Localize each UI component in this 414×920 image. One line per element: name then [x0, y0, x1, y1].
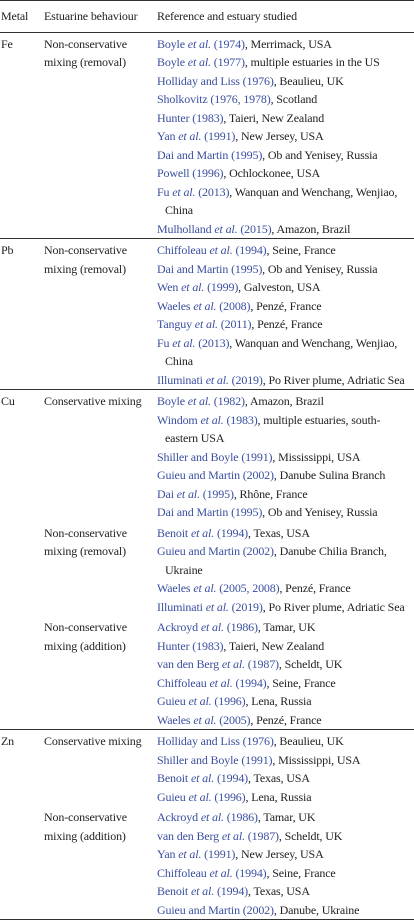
citation-authors: Chiffoleau — [157, 675, 207, 690]
estuary-studied: , New Jersey, USA — [235, 847, 324, 861]
estuary-studied: , Galveston, USA — [238, 280, 321, 294]
table-body — [0, 32, 414, 920]
citation-link[interactable] — [157, 810, 258, 824]
reference-item — [157, 503, 412, 522]
citation-etal: et al. — [200, 620, 224, 634]
citation-authors: Hunter — [157, 638, 190, 653]
reference-item — [157, 674, 412, 693]
citation-etal: et al. — [205, 599, 229, 614]
citation-year: (1994) — [216, 884, 249, 898]
citation-authors: van den Berg — [157, 828, 219, 843]
estuary-studied: , Danube, Ukraine — [273, 902, 360, 917]
reference-item — [157, 598, 412, 617]
reference-item — [157, 808, 412, 827]
estuary-studied: , Scheldt, UK — [278, 828, 343, 843]
citation-link[interactable] — [157, 676, 267, 690]
citation-year: (1976) — [242, 73, 274, 88]
reference-item — [157, 220, 412, 239]
citation-year: (1987) — [247, 828, 279, 843]
citation-authors: Tanguy — [157, 317, 192, 331]
citation-authors: Yan — [157, 847, 176, 861]
estuary-studied: , Po River plume, Adriatic Sea — [262, 372, 405, 387]
reference-item — [157, 864, 412, 883]
citation-etal: et al. — [193, 581, 217, 595]
estuary-studied: , Texas, USA — [248, 884, 310, 898]
reference-item — [157, 90, 412, 109]
reference-item — [157, 183, 412, 220]
estuary-studied: , multiple estuaries in the US — [244, 55, 380, 69]
citation-year: (2019) — [231, 599, 263, 614]
citation-etal: et al. — [187, 36, 211, 51]
citation-link[interactable] — [157, 299, 250, 313]
reference-item — [157, 524, 412, 543]
citation-authors: Holliday and Liss — [157, 73, 240, 88]
citation-link[interactable] — [157, 526, 248, 540]
references-cell — [157, 806, 414, 920]
citation-year: (1996) — [192, 166, 224, 180]
reference-item — [157, 53, 412, 72]
citation-etal: et al. — [178, 129, 202, 143]
citation-authors: Illuminati — [157, 599, 203, 614]
citation-year: (1995) — [231, 147, 263, 162]
citation-link[interactable] — [157, 394, 245, 408]
references-cell — [157, 522, 414, 617]
citation-etal: et al. — [200, 412, 224, 427]
reference-item — [157, 711, 412, 730]
citation-etal: et al. — [172, 335, 196, 350]
citation-authors: Sholkovitz — [157, 92, 208, 106]
metal-cell: Zn — [0, 730, 44, 807]
estuary-studied: , Tamar, UK — [257, 810, 316, 824]
estuary-studied: , Taieri, New Zealand — [223, 110, 325, 125]
citation-link[interactable] — [157, 505, 262, 519]
estuary-studied: , Ochlockonee, USA — [223, 166, 321, 180]
citation-authors: Waeles — [157, 712, 191, 727]
citation-link[interactable] — [157, 280, 238, 294]
citation-link[interactable] — [157, 753, 272, 767]
citation-link[interactable] — [157, 600, 263, 614]
citation-year: (1991) — [241, 449, 273, 464]
citation-year: (1974) — [213, 36, 245, 51]
estuary-studied: , Ob and Yenisey, Russia — [262, 261, 378, 276]
citation-etal: et al. — [187, 394, 211, 408]
citation-authors: Hunter — [157, 110, 190, 125]
citation-year: (1986) — [226, 620, 258, 634]
behaviour-cell: Non-conservative mixing (addition) — [44, 620, 127, 653]
citation-authors: Chiffoleau — [157, 865, 207, 880]
estuary-studied: , Danube Chilia Branch, Ukraine — [165, 544, 387, 577]
citation-etal: et al. — [214, 221, 238, 236]
citation-link[interactable] — [157, 829, 279, 843]
citation-year: (2002) — [242, 468, 274, 482]
table-row — [0, 239, 414, 390]
citation-authors: Yan — [157, 129, 176, 143]
reference-item — [157, 732, 412, 751]
estuary-studied: , Texas, USA — [248, 525, 310, 540]
citation-link[interactable] — [157, 734, 274, 748]
citation-year: (1999) — [207, 280, 239, 294]
references-cell — [157, 616, 414, 730]
reference-item — [157, 618, 412, 637]
estuary-studied: , Wanquan and Wenchang, Wenjiao, China — [165, 335, 398, 368]
citation-year: (2002) — [242, 902, 274, 917]
citation-year: (2013) — [198, 335, 230, 350]
citation-authors: Powell — [157, 166, 190, 180]
metal-cell — [0, 806, 44, 920]
estuary-studied: , Seine, France — [266, 675, 336, 690]
reference-item — [157, 448, 412, 467]
table-row — [0, 32, 414, 239]
citation-link[interactable] — [157, 639, 223, 653]
citation-etal: et al. — [209, 243, 233, 257]
citation-link[interactable] — [157, 847, 235, 861]
citation-authors: Dai and Martin — [157, 261, 229, 276]
header-behaviour: Estuarine behaviour — [44, 9, 138, 23]
estuary-studied: , Amazon, Brazil — [271, 221, 351, 236]
citation-authors: Dai — [157, 486, 174, 501]
citation-authors: Benoit — [157, 525, 189, 540]
estuary-studied: , Rhône, France — [233, 486, 308, 501]
citation-authors: Boyle — [157, 36, 185, 51]
reference-item — [157, 127, 412, 146]
estuary-studied: , Penzé, France — [251, 317, 323, 331]
reference-item — [157, 35, 412, 54]
behaviour-cell: Non-conservative mixing (removal) — [44, 525, 127, 558]
reference-item — [157, 146, 412, 165]
citation-year: (1996) — [214, 694, 246, 708]
estuary-studied: , Merrimack, USA — [244, 36, 332, 51]
citation-link[interactable] — [157, 336, 229, 350]
reference-item — [157, 392, 412, 411]
estuary-studied: , Scotland — [270, 92, 318, 106]
citation-year: (1994) — [235, 865, 267, 880]
reference-item — [157, 241, 412, 260]
citation-year: (2013) — [198, 184, 230, 199]
references-cell — [157, 390, 414, 522]
header-metal: Metal — [1, 9, 29, 23]
citation-authors: Wen — [157, 280, 179, 294]
reference-item — [157, 845, 412, 864]
references-cell — [157, 32, 414, 239]
citation-year: (1995) — [202, 486, 234, 501]
citation-etal: et al. — [193, 712, 217, 727]
citation-year: (2011) — [220, 317, 252, 331]
citation-authors: Windom — [157, 412, 198, 427]
citation-link[interactable] — [157, 450, 272, 464]
estuary-studied: , Lena, Russia — [245, 694, 312, 708]
citation-authors: Waeles — [157, 581, 191, 595]
reference-item — [157, 315, 412, 334]
citation-etal: et al. — [200, 810, 224, 824]
citation-link[interactable] — [157, 222, 271, 236]
estuary-studied: , Taieri, New Zealand — [223, 638, 325, 653]
citation-year: (2002) — [242, 544, 274, 558]
citation-authors: Waeles — [157, 298, 191, 313]
citation-link[interactable] — [157, 166, 223, 180]
citation-authors: Guieu and Martin — [157, 544, 240, 558]
citation-link[interactable] — [157, 129, 235, 143]
citation-authors: Dai and Martin — [157, 147, 229, 162]
citation-link[interactable] — [157, 74, 274, 88]
citation-link[interactable] — [157, 771, 248, 785]
reference-item — [157, 579, 412, 598]
citation-link[interactable] — [157, 92, 271, 106]
citation-authors: Ackroyd — [157, 810, 198, 824]
citation-authors: Shiller and Boyle — [157, 752, 239, 767]
citation-authors: Benoit — [157, 884, 189, 898]
reference-item — [157, 655, 412, 674]
reference-item — [157, 297, 412, 316]
estuary-studied: , Ob and Yenisey, Russia — [262, 505, 378, 519]
table-row — [0, 390, 414, 522]
citation-link[interactable] — [157, 111, 223, 125]
table-row — [0, 616, 414, 730]
reference-item — [157, 485, 412, 504]
citation-etal: et al. — [190, 525, 215, 540]
citation-year: (1994) — [235, 243, 267, 257]
citation-year: (2005, 2008) — [219, 581, 280, 595]
citation-authors: Mulholland — [157, 221, 212, 236]
citation-year: (1994) — [216, 771, 249, 785]
citation-link[interactable] — [157, 544, 274, 558]
citation-etal: et al. — [172, 184, 196, 199]
estuary-studied: , Texas, USA — [248, 771, 310, 785]
citation-authors: Illuminati — [157, 372, 203, 387]
estuary-studied: , Beaulieu, UK — [273, 73, 344, 88]
reference-item — [157, 260, 412, 279]
reference-item — [157, 109, 412, 128]
estuary-studied: , Seine, France — [266, 243, 336, 257]
citation-year: (2008) — [219, 298, 251, 313]
citation-year: (1987) — [247, 657, 279, 671]
citation-link[interactable] — [157, 55, 245, 69]
citation-authors: Guieu — [157, 694, 186, 708]
citation-year: (1986) — [226, 810, 258, 824]
metal-cell: Pb — [0, 239, 44, 390]
reference-item — [157, 901, 412, 920]
estuary-studied: , Danube Sulina Branch — [273, 468, 386, 482]
references-cell — [157, 730, 414, 807]
citation-etal: et al. — [181, 280, 205, 294]
table-row — [0, 730, 414, 807]
estuary-studied: , Mississippi, USA — [272, 449, 361, 464]
citation-year: (1991) — [204, 847, 236, 861]
citation-etal: et al. — [205, 372, 229, 387]
table-row — [0, 806, 414, 920]
table-header-row — [0, 1, 414, 33]
citation-etal: et al. — [190, 884, 215, 898]
citation-link[interactable] — [157, 866, 267, 880]
citation-year: (1995) — [231, 505, 263, 519]
citation-authors: Benoit — [157, 771, 189, 785]
estuary-studied: , Lena, Russia — [245, 789, 312, 804]
estuary-studied: , Mississippi, USA — [272, 752, 361, 767]
estuary-studied: , Tamar, UK — [257, 620, 316, 634]
reference-item — [157, 882, 412, 901]
reference-item — [157, 466, 412, 485]
citation-year: (1991) — [204, 129, 236, 143]
estuary-studied: , Seine, France — [266, 865, 336, 880]
header-reference: Reference and estuary studied — [157, 9, 297, 23]
citation-authors: Holliday and Liss — [157, 734, 240, 748]
citation-link[interactable] — [157, 37, 245, 51]
behaviour-cell: Conservative mixing — [44, 390, 157, 522]
citation-year: (1995) — [231, 261, 263, 276]
citation-year: (1996) — [214, 789, 246, 804]
citation-link[interactable] — [157, 620, 258, 634]
estuary-studied: , Scheldt, UK — [278, 657, 343, 671]
reference-item — [157, 278, 412, 297]
citation-link[interactable] — [157, 148, 262, 162]
citation-year: (1994) — [216, 525, 249, 540]
citation-year: (2019) — [231, 372, 263, 387]
citation-etal: et al. — [193, 298, 217, 313]
citation-link[interactable] — [157, 884, 248, 898]
citation-link[interactable] — [157, 262, 262, 276]
citation-authors: Guieu and Martin — [157, 468, 240, 482]
citation-year: (1977) — [213, 55, 245, 69]
citation-authors: Chiffoleau — [157, 243, 207, 257]
citation-year: (1994) — [235, 675, 267, 690]
reference-item — [157, 788, 412, 807]
behaviour-cell: Non-conservative mixing (removal) — [44, 239, 157, 390]
citation-etal: et al. — [221, 828, 245, 843]
reference-item — [157, 411, 412, 448]
citation-authors: Fu — [157, 335, 170, 350]
citation-year: (1983) — [192, 638, 224, 653]
citation-authors: van den Berg — [157, 657, 219, 671]
citation-link[interactable] — [157, 694, 246, 708]
citation-authors: Dai and Martin — [157, 505, 229, 519]
citation-link[interactable] — [157, 373, 263, 387]
citation-etal: et al. — [221, 657, 245, 671]
behaviour-cell: Conservative mixing — [44, 730, 157, 807]
citation-authors: Guieu — [157, 789, 186, 804]
reference-item — [157, 72, 412, 91]
citation-link[interactable] — [157, 413, 258, 427]
citation-etal: et al. — [194, 317, 218, 331]
estuary-studied: , Ob and Yenisey, Russia — [262, 147, 378, 162]
citation-etal: et al. — [209, 865, 233, 880]
citation-etal: et al. — [188, 694, 212, 708]
citation-etal: et al. — [178, 847, 202, 861]
metal-cell: Fe — [0, 32, 44, 239]
metal-cell — [0, 616, 44, 730]
citation-etal: et al. — [190, 771, 215, 785]
estuary-studied: , Beaulieu, UK — [273, 734, 344, 748]
behaviour-cell: Non-conservative mixing (removal) — [44, 32, 157, 239]
citation-year: (2005) — [219, 712, 251, 727]
references-cell — [157, 239, 414, 390]
citation-link[interactable] — [157, 713, 250, 727]
reference-item — [157, 637, 412, 656]
reference-item — [157, 334, 412, 371]
reference-item — [157, 164, 412, 183]
citation-link[interactable] — [157, 903, 274, 917]
citation-authors: Shiller and Boyle — [157, 449, 239, 464]
reference-item — [157, 542, 412, 579]
reference-item — [157, 769, 412, 788]
citation-authors: Boyle — [157, 55, 185, 69]
citation-link[interactable] — [157, 581, 279, 595]
reference-item — [157, 371, 412, 390]
table-row — [0, 522, 414, 617]
citation-authors: Boyle — [157, 394, 185, 408]
reference-item — [157, 692, 412, 711]
reference-item — [157, 827, 412, 846]
metal-cell: Cu — [0, 390, 44, 522]
citation-link[interactable] — [157, 317, 251, 331]
estuary-studied: , Penzé, France — [279, 581, 351, 595]
citation-etal: et al. — [176, 486, 200, 501]
reference-item — [157, 751, 412, 770]
citation-year: (1982) — [213, 394, 245, 408]
citation-link[interactable] — [157, 468, 274, 482]
citation-authors: Guieu and Martin — [157, 902, 240, 917]
estuary-studied: , multiple estuaries, south-eastern USA — [165, 412, 381, 445]
estuary-studied: , New Jersey, USA — [235, 129, 324, 143]
estuary-studied: , Po River plume, Adriatic Sea — [262, 599, 405, 614]
citation-link[interactable] — [157, 243, 267, 257]
citation-year: (1976) — [242, 734, 274, 748]
citation-year: (2015) — [240, 221, 272, 236]
estuary-studied: , Amazon, Brazil — [244, 394, 324, 408]
citation-authors: Fu — [157, 184, 170, 199]
metal-cell — [0, 522, 44, 617]
citation-year: (1991) — [241, 752, 273, 767]
estuary-studied: , Penzé, France — [250, 712, 322, 727]
citation-year: (1976, 1978) — [210, 92, 271, 106]
citation-year: (1983) — [226, 412, 258, 427]
citation-link[interactable] — [157, 657, 279, 671]
citation-link[interactable] — [157, 185, 229, 199]
citation-year: (1983) — [192, 110, 224, 125]
citation-etal: et al. — [188, 789, 212, 804]
citation-link[interactable] — [157, 790, 246, 804]
citation-etal: et al. — [187, 55, 211, 69]
citation-authors: Ackroyd — [157, 620, 198, 634]
estuary-studied: , Wanquan and Wenchang, Wenjiao, China — [165, 184, 398, 217]
citation-etal: et al. — [209, 675, 233, 690]
behaviour-cell: Non-conservative mixing (addition) — [44, 806, 157, 920]
estuary-studied: , Penzé, France — [250, 298, 322, 313]
citation-link[interactable] — [157, 487, 234, 501]
